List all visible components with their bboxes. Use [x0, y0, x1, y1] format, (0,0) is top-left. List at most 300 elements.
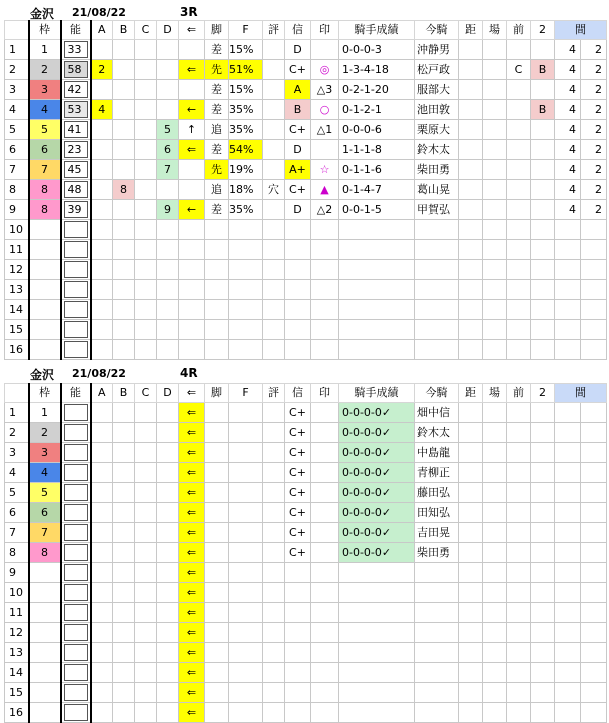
arrow-cell: ⇐ — [179, 703, 205, 723]
race-table-3r — [4, 20, 607, 360]
waku-cell: 8 — [29, 200, 61, 220]
nou-cell — [61, 563, 91, 583]
mae-cell — [507, 240, 531, 260]
mae-cell — [507, 703, 531, 723]
d-cell — [157, 583, 179, 603]
column-header: 2 — [531, 384, 555, 403]
d-cell — [157, 300, 179, 320]
kan-cell-2 — [581, 240, 607, 260]
mark-cell: ○ — [311, 100, 339, 120]
column-header: 信 — [285, 384, 311, 403]
d-cell — [157, 443, 179, 463]
a-cell — [91, 260, 113, 280]
nou-cell — [61, 160, 91, 180]
ni-cell — [531, 443, 555, 463]
table-row — [5, 683, 607, 703]
d-cell — [157, 40, 179, 60]
kan-cell-2: 2 — [581, 80, 607, 100]
mark-cell: ▲ — [311, 180, 339, 200]
shin-cell: D — [285, 40, 311, 60]
mae-cell — [507, 483, 531, 503]
current-jockey-cell — [415, 220, 459, 240]
mark-cell — [311, 280, 339, 300]
ni-cell — [531, 663, 555, 683]
kan-cell-1: 4 — [555, 120, 581, 140]
hyo-cell — [263, 160, 285, 180]
jockey-record-cell — [339, 220, 415, 240]
nou-value: 58 — [64, 61, 88, 78]
nou-cell — [61, 603, 91, 623]
c-cell — [135, 423, 157, 443]
nou-value — [64, 564, 88, 581]
ni-cell — [531, 240, 555, 260]
d-cell — [157, 643, 179, 663]
kan-cell-1: 4 — [555, 140, 581, 160]
waku-cell: 8 — [29, 180, 61, 200]
nou-value — [64, 584, 88, 601]
mae-cell — [507, 260, 531, 280]
b-cell — [113, 160, 135, 180]
c-cell — [135, 80, 157, 100]
d-cell — [157, 703, 179, 723]
kan-cell-1 — [555, 543, 581, 563]
column-header: F — [229, 384, 263, 403]
kyori-cell — [459, 643, 483, 663]
nou-value — [64, 341, 88, 358]
d-cell — [157, 60, 179, 80]
row-number: 9 — [5, 200, 29, 220]
row-number: 7 — [5, 160, 29, 180]
mae-cell — [507, 180, 531, 200]
waku-cell — [29, 663, 61, 683]
kan-cell-1 — [555, 643, 581, 663]
shin-cell — [285, 663, 311, 683]
arrow-cell — [179, 160, 205, 180]
a-cell — [91, 483, 113, 503]
arrow-cell: ⇐ — [179, 603, 205, 623]
f-cell: 18% — [229, 180, 263, 200]
arrow-cell — [179, 300, 205, 320]
hyo-cell — [263, 583, 285, 603]
table-row — [5, 200, 607, 220]
kyaku-cell — [205, 643, 229, 663]
waku-cell: 5 — [29, 120, 61, 140]
kyori-cell — [459, 80, 483, 100]
kyaku-cell — [205, 523, 229, 543]
c-cell — [135, 180, 157, 200]
a-cell — [91, 40, 113, 60]
table-row — [5, 663, 607, 683]
nou-cell — [61, 140, 91, 160]
hyo-cell — [263, 80, 285, 100]
kan-cell-1: 4 — [555, 40, 581, 60]
kyori-cell — [459, 60, 483, 80]
waku-cell: 7 — [29, 160, 61, 180]
jockey-record-cell — [339, 583, 415, 603]
waku-cell — [29, 623, 61, 643]
table-row — [5, 523, 607, 543]
kyori-cell — [459, 260, 483, 280]
d-cell — [157, 683, 179, 703]
row-number: 8 — [5, 543, 29, 563]
kyori-cell — [459, 663, 483, 683]
mae-cell — [507, 423, 531, 443]
jockey-record-cell — [339, 320, 415, 340]
shin-cell: A — [285, 80, 311, 100]
f-cell — [229, 463, 263, 483]
hyo-cell — [263, 643, 285, 663]
row-number: 2 — [5, 60, 29, 80]
kyori-cell — [459, 340, 483, 360]
column-header: 評 — [263, 21, 285, 40]
shin-cell — [285, 563, 311, 583]
kan-cell-2 — [581, 423, 607, 443]
ni-cell — [531, 180, 555, 200]
nou-cell — [61, 423, 91, 443]
kan-cell-2: 2 — [581, 100, 607, 120]
ba-cell — [483, 703, 507, 723]
venue-title: 金沢 — [30, 368, 55, 382]
column-header: 騎手成績 — [339, 384, 415, 403]
f-cell — [229, 543, 263, 563]
waku-cell: 2 — [29, 60, 61, 80]
ba-cell — [483, 583, 507, 603]
f-cell: 19% — [229, 160, 263, 180]
d-cell — [157, 523, 179, 543]
ni-cell — [531, 160, 555, 180]
current-jockey-cell — [415, 240, 459, 260]
mae-cell — [507, 120, 531, 140]
hyo-cell — [263, 523, 285, 543]
jockey-record-cell: 1-3-4-18 — [339, 60, 415, 80]
arrow-cell — [179, 320, 205, 340]
f-cell: 54% — [229, 140, 263, 160]
arrow-cell: ⇐ — [179, 583, 205, 603]
arrow-cell: ⇐ — [179, 503, 205, 523]
mae-cell — [507, 340, 531, 360]
kyori-cell — [459, 463, 483, 483]
shin-cell: C+ — [285, 523, 311, 543]
ni-cell — [531, 80, 555, 100]
row-number: 12 — [5, 623, 29, 643]
a-cell — [91, 543, 113, 563]
kyaku-cell — [205, 220, 229, 240]
current-jockey-cell — [415, 320, 459, 340]
arrow-cell: ⇐ — [179, 683, 205, 703]
f-cell — [229, 603, 263, 623]
a-cell — [91, 703, 113, 723]
a-cell — [91, 603, 113, 623]
kan-cell-1 — [555, 603, 581, 623]
f-cell — [229, 300, 263, 320]
kyori-cell — [459, 240, 483, 260]
table-row — [5, 60, 607, 80]
table-row — [5, 220, 607, 240]
d-cell — [157, 80, 179, 100]
b-cell — [113, 220, 135, 240]
column-header: A — [91, 21, 113, 40]
kyaku-cell — [205, 300, 229, 320]
row-number: 6 — [5, 140, 29, 160]
c-cell — [135, 523, 157, 543]
d-cell — [157, 483, 179, 503]
kan-cell-1 — [555, 583, 581, 603]
nou-value — [64, 221, 88, 238]
current-jockey-cell: 沖静男 — [415, 40, 459, 60]
ba-cell — [483, 140, 507, 160]
column-header: A — [91, 384, 113, 403]
b-cell — [113, 643, 135, 663]
waku-cell: 4 — [29, 463, 61, 483]
nou-value — [64, 464, 88, 481]
mae-cell — [507, 100, 531, 120]
mark-cell — [311, 423, 339, 443]
kyaku-cell — [205, 543, 229, 563]
a-cell — [91, 340, 113, 360]
f-cell — [229, 443, 263, 463]
kyori-cell — [459, 403, 483, 423]
kyori-cell — [459, 180, 483, 200]
a-cell — [91, 220, 113, 240]
kyori-cell — [459, 160, 483, 180]
kan-cell-1: 4 — [555, 200, 581, 220]
c-cell — [135, 160, 157, 180]
mae-cell — [507, 280, 531, 300]
race-date: 21/08/22 — [72, 367, 126, 380]
column-header: 能 — [61, 384, 91, 403]
current-jockey-cell: 甲賀弘 — [415, 200, 459, 220]
f-cell — [229, 623, 263, 643]
jockey-record-cell: 0-0-0-0✓ — [339, 503, 415, 523]
shin-cell: A+ — [285, 160, 311, 180]
arrow-cell — [179, 280, 205, 300]
nou-cell — [61, 703, 91, 723]
ni-cell: B — [531, 100, 555, 120]
kan-cell-1 — [555, 523, 581, 543]
table-row — [5, 40, 607, 60]
kan-cell-1 — [555, 300, 581, 320]
kan-cell-1 — [555, 483, 581, 503]
nou-value — [64, 261, 88, 278]
nou-value: 33 — [64, 41, 88, 58]
mark-cell — [311, 483, 339, 503]
waku-cell — [29, 260, 61, 280]
jockey-record-cell: 0-2-1-20 — [339, 80, 415, 100]
header-blank — [5, 384, 29, 403]
kyaku-cell — [205, 583, 229, 603]
mark-cell — [311, 583, 339, 603]
kyori-cell — [459, 683, 483, 703]
f-cell: 51% — [229, 60, 263, 80]
mark-cell — [311, 603, 339, 623]
jockey-record-cell: 0-0-0-0✓ — [339, 423, 415, 443]
arrow-cell: ⇐ — [179, 663, 205, 683]
hyo-cell — [263, 663, 285, 683]
shin-cell: C+ — [285, 423, 311, 443]
kan-cell-2: 2 — [581, 200, 607, 220]
nou-cell — [61, 463, 91, 483]
shin-cell: B — [285, 100, 311, 120]
kan-cell-1 — [555, 220, 581, 240]
table-row — [5, 100, 607, 120]
waku-cell: 3 — [29, 443, 61, 463]
column-header: F — [229, 21, 263, 40]
kan-cell-2: 2 — [581, 60, 607, 80]
current-jockey-cell: 葛山晃 — [415, 180, 459, 200]
f-cell — [229, 260, 263, 280]
arrow-cell: ⇐ — [179, 443, 205, 463]
c-cell — [135, 60, 157, 80]
row-number: 7 — [5, 523, 29, 543]
kyaku-cell: 先 — [205, 160, 229, 180]
waku-cell: 1 — [29, 40, 61, 60]
waku-cell: 7 — [29, 523, 61, 543]
mark-cell: △2 — [311, 200, 339, 220]
nou-cell — [61, 443, 91, 463]
jockey-record-cell: 0-0-0-0✓ — [339, 523, 415, 543]
nou-value: 23 — [64, 141, 88, 158]
kyori-cell — [459, 423, 483, 443]
d-cell — [157, 423, 179, 443]
f-cell — [229, 483, 263, 503]
ni-cell: B — [531, 60, 555, 80]
kan-cell-1 — [555, 703, 581, 723]
kyori-cell — [459, 120, 483, 140]
kan-cell-1 — [555, 280, 581, 300]
c-cell — [135, 503, 157, 523]
f-cell: 15% — [229, 40, 263, 60]
nou-cell — [61, 180, 91, 200]
f-cell — [229, 280, 263, 300]
arrow-cell: ⇐ — [179, 563, 205, 583]
kyaku-cell — [205, 463, 229, 483]
ba-cell — [483, 623, 507, 643]
mark-cell — [311, 703, 339, 723]
waku-cell — [29, 220, 61, 240]
table-row — [5, 423, 607, 443]
b-cell — [113, 623, 135, 643]
table-row — [5, 140, 607, 160]
ni-cell — [531, 220, 555, 240]
ba-cell — [483, 443, 507, 463]
d-cell — [157, 340, 179, 360]
jockey-record-cell: 0-0-0-3 — [339, 40, 415, 60]
b-cell — [113, 280, 135, 300]
table-row — [5, 503, 607, 523]
current-jockey-cell — [415, 643, 459, 663]
current-jockey-cell: 服部大 — [415, 80, 459, 100]
column-header: 脚 — [205, 384, 229, 403]
c-cell — [135, 300, 157, 320]
mae-cell — [507, 220, 531, 240]
ni-cell — [531, 543, 555, 563]
mark-cell — [311, 260, 339, 280]
shin-cell — [285, 643, 311, 663]
b-cell — [113, 320, 135, 340]
arrow-cell — [179, 260, 205, 280]
kyaku-cell: 先 — [205, 60, 229, 80]
waku-cell: 2 — [29, 423, 61, 443]
row-number: 12 — [5, 260, 29, 280]
ba-cell — [483, 340, 507, 360]
row-number: 1 — [5, 40, 29, 60]
c-cell — [135, 703, 157, 723]
mae-cell: C — [507, 60, 531, 80]
waku-cell: 6 — [29, 503, 61, 523]
kyaku-cell — [205, 443, 229, 463]
mark-cell — [311, 463, 339, 483]
nou-cell — [61, 483, 91, 503]
mae-cell — [507, 603, 531, 623]
row-number: 10 — [5, 220, 29, 240]
ni-cell — [531, 423, 555, 443]
arrow-cell — [179, 240, 205, 260]
current-jockey-cell: 田知弘 — [415, 503, 459, 523]
hyo-cell — [263, 463, 285, 483]
column-header: ⇐ — [179, 21, 205, 40]
table-row — [5, 403, 607, 423]
hyo-cell — [263, 240, 285, 260]
nou-cell — [61, 663, 91, 683]
mae-cell — [507, 683, 531, 703]
nou-cell — [61, 543, 91, 563]
waku-cell: 1 — [29, 403, 61, 423]
c-cell — [135, 603, 157, 623]
waku-cell — [29, 563, 61, 583]
c-cell — [135, 340, 157, 360]
kan-cell-1 — [555, 463, 581, 483]
f-cell — [229, 583, 263, 603]
a-cell — [91, 80, 113, 100]
ni-cell — [531, 120, 555, 140]
d-cell — [157, 220, 179, 240]
a-cell — [91, 403, 113, 423]
c-cell — [135, 563, 157, 583]
ni-cell — [531, 463, 555, 483]
ni-cell — [531, 200, 555, 220]
table-row — [5, 260, 607, 280]
mark-cell — [311, 663, 339, 683]
column-header: 印 — [311, 21, 339, 40]
kan-cell-1: 4 — [555, 80, 581, 100]
ba-cell — [483, 120, 507, 140]
table-row — [5, 280, 607, 300]
hyo-cell — [263, 280, 285, 300]
kan-cell-1 — [555, 260, 581, 280]
hyo-cell — [263, 563, 285, 583]
kan-cell-2 — [581, 543, 607, 563]
mae-cell — [507, 623, 531, 643]
kyori-cell — [459, 320, 483, 340]
ba-cell — [483, 683, 507, 703]
shin-cell — [285, 703, 311, 723]
kyaku-cell — [205, 563, 229, 583]
a-cell — [91, 643, 113, 663]
a-cell — [91, 240, 113, 260]
kyori-cell — [459, 200, 483, 220]
ba-cell — [483, 643, 507, 663]
jockey-record-cell: 0-1-4-7 — [339, 180, 415, 200]
b-cell — [113, 403, 135, 423]
nou-cell — [61, 503, 91, 523]
f-cell — [229, 220, 263, 240]
current-jockey-cell — [415, 683, 459, 703]
ni-cell — [531, 623, 555, 643]
kan-cell-1 — [555, 443, 581, 463]
mark-cell — [311, 40, 339, 60]
b-cell — [113, 140, 135, 160]
current-jockey-cell: 青柳正 — [415, 463, 459, 483]
